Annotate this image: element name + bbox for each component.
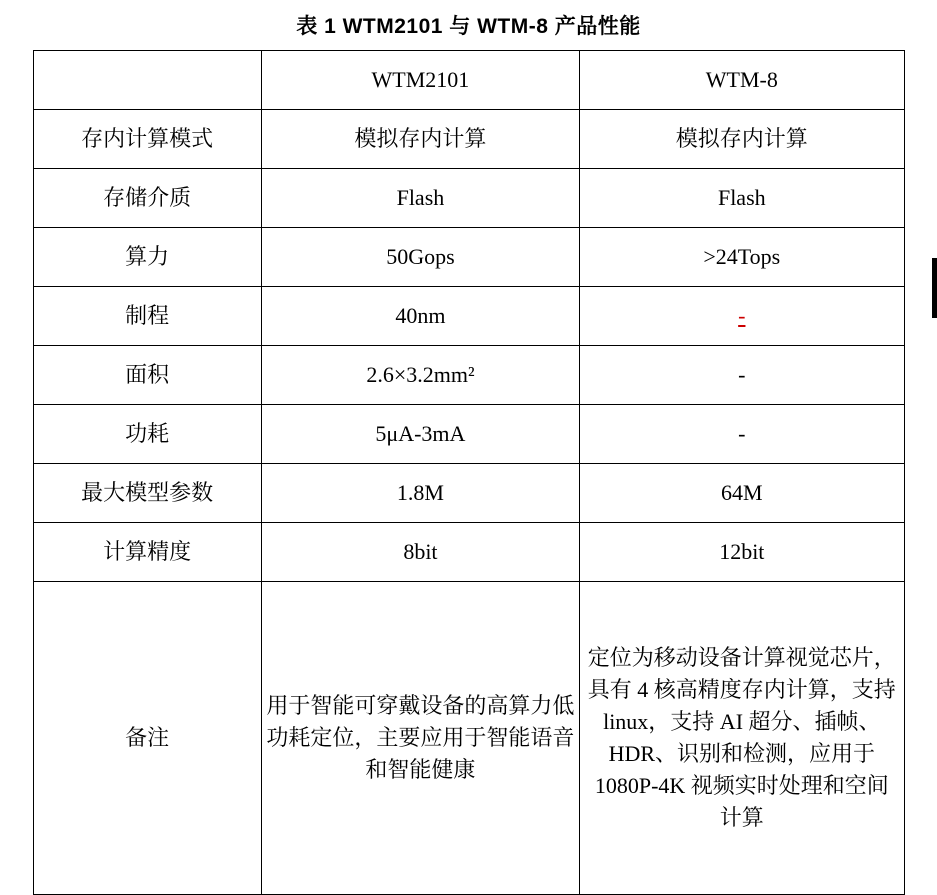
table-row bbox=[33, 405, 904, 464]
row-label: 功耗 bbox=[33, 405, 261, 464]
cell-wtm8: 12bit bbox=[580, 523, 904, 582]
cell-note-wtm2101: 用于智能可穿戴设备的高算力低功耗定位，主要应用于智能语音和智能健康 bbox=[261, 582, 579, 895]
table-row bbox=[33, 169, 904, 228]
table-row bbox=[33, 287, 904, 346]
cell-wtm8: 模拟存内计算 bbox=[580, 110, 904, 169]
table-row-note bbox=[33, 582, 904, 895]
row-label: 存内计算模式 bbox=[33, 110, 261, 169]
row-label: 面积 bbox=[33, 346, 261, 405]
row-label: 计算精度 bbox=[33, 523, 261, 582]
cell-wtm2101: Flash bbox=[261, 169, 579, 228]
cell-wtm8: - bbox=[580, 346, 904, 405]
table-header-row bbox=[33, 51, 904, 110]
row-label: 算力 bbox=[33, 228, 261, 287]
row-label: 制程 bbox=[33, 287, 261, 346]
cell-wtm2101: 40nm bbox=[261, 287, 579, 346]
row-label: 最大模型参数 bbox=[33, 464, 261, 523]
cell-wtm8: Flash bbox=[580, 169, 904, 228]
table-row bbox=[33, 110, 904, 169]
product-performance-table bbox=[33, 50, 905, 895]
cell-wtm2101: 5μA-3mA bbox=[261, 405, 579, 464]
cell-wtm8: >24Tops bbox=[580, 228, 904, 287]
table-row bbox=[33, 523, 904, 582]
row-label: 存储介质 bbox=[33, 169, 261, 228]
cell-wtm8: 64M bbox=[580, 464, 904, 523]
table-row bbox=[33, 346, 904, 405]
cell-wtm2101: 50Gops bbox=[261, 228, 579, 287]
cell-wtm2101: 8bit bbox=[261, 523, 579, 582]
header-cell-wtm2101: WTM2101 bbox=[261, 51, 579, 110]
cell-wtm2101: 2.6×3.2mm² bbox=[261, 346, 579, 405]
page-edge-mark bbox=[932, 258, 937, 318]
cell-wtm8: - bbox=[580, 405, 904, 464]
table-row bbox=[33, 464, 904, 523]
table-caption: 表 1 WTM2101 与 WTM-8 产品性能 bbox=[296, 15, 641, 38]
header-cell-blank bbox=[33, 51, 261, 110]
header-cell-wtm8: WTM-8 bbox=[580, 51, 904, 110]
cell-wtm8: - bbox=[580, 287, 904, 346]
row-label-note: 备注 bbox=[33, 582, 261, 895]
table-row bbox=[33, 228, 904, 287]
cell-wtm2101: 1.8M bbox=[261, 464, 579, 523]
cell-note-wtm8: 定位为移动设备计算视觉芯片，具有 4 核高精度存内计算，支持 linux，支持 AI 超分、插帧、HDR、识别和检测，应用于 1080P-4K 视频实时处理和空间计算 bbox=[580, 582, 904, 895]
cell-wtm2101: 模拟存内计算 bbox=[261, 110, 579, 169]
